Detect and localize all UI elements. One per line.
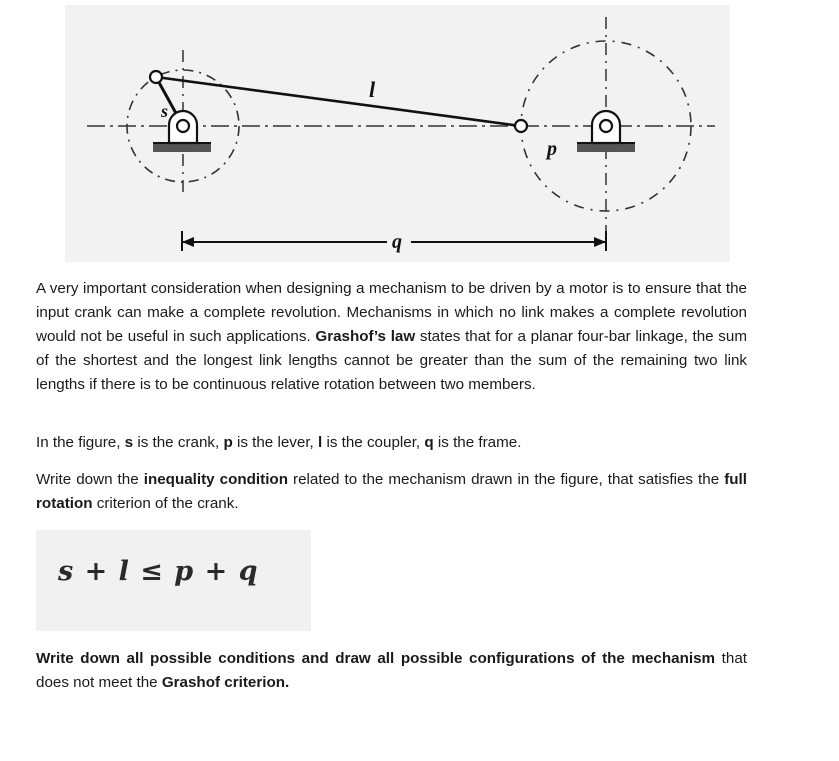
grashof-criterion-term: Grashof criterion. — [161, 674, 290, 691]
task-paragraph — [36, 647, 747, 695]
legend-p: p — [223, 434, 233, 451]
full-rotation-term: full rotation — [36, 471, 747, 512]
grashof-inequality: s + l ≤ p + q — [58, 556, 259, 587]
label-s: s — [161, 101, 169, 121]
question-text-2: related to the mechanism drawn in the figure, that satisfies the — [287, 471, 725, 488]
legend-l: l — [317, 434, 323, 451]
coupler-lever-joint — [515, 120, 527, 132]
question-text-3: criterion of the crank. — [92, 495, 239, 512]
answer-formula-box — [36, 530, 311, 631]
legend-text-1: In the figure, — [36, 434, 125, 451]
intro-paragraph — [36, 277, 747, 397]
grashof-law-term: Grashof’s law — [315, 328, 416, 345]
label-p: p — [547, 138, 557, 160]
four-bar-linkage-figure — [65, 5, 730, 262]
task-bold-text: Write down all possible conditions and draw all possible configurations of the mechanism — [36, 650, 716, 667]
task-text: that does not meet the — [36, 650, 747, 691]
legend-text-3: is the lever, — [232, 434, 318, 451]
question-paragraph — [36, 468, 747, 516]
legend-text-4: is the coupler, — [322, 434, 425, 451]
linkage-diagram — [65, 5, 730, 262]
crank-coupler-joint — [150, 71, 162, 83]
right-ground-pivot — [577, 111, 635, 152]
legend-text-5: is the frame. — [433, 434, 522, 451]
label-l: l — [369, 77, 376, 102]
question-text-1: Write down the — [36, 471, 144, 488]
legend-q: q — [424, 434, 434, 451]
coupler-link — [156, 77, 521, 126]
legend-s: s — [124, 434, 134, 451]
label-q: q — [392, 231, 402, 253]
intro-text-1: A very important consideration when designing a mechanism to be driven by a motor is to ensure that the input crank can make a complete revolution. Mechanisms in which no link makes a complete revolution would not be useful in such applications. — [36, 280, 747, 345]
inequality-term: inequality condition — [143, 471, 288, 488]
figure-legend-paragraph — [36, 431, 747, 455]
intro-text-2: states that for a planar four-bar linkage, the sum of the shortest and the longest link lengths cannot be greater than the sum of the remaining two link lengths if there is to be continuous relative rotation between two members. — [36, 328, 747, 393]
legend-text-2: is the crank, — [133, 434, 224, 451]
